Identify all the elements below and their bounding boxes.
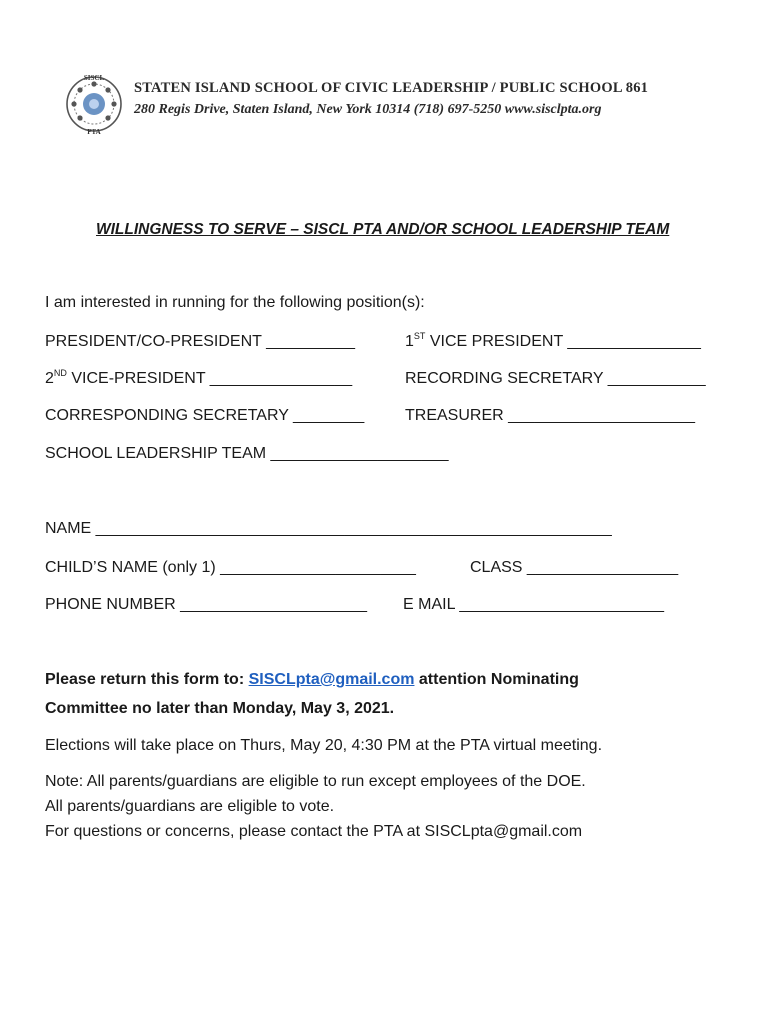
school-name: STATEN ISLAND SCHOOL OF CIVIC LEADERSHIP / PUBLIC SCHOOL 861 [134, 80, 649, 96]
second-vp-label: VICE-PRESIDENT ________________ [66, 370, 353, 387]
first-vp-label: VICE PRESIDENT _______________ [425, 333, 701, 350]
form-title: WILLINGNESS TO SERVE – SISCL PTA AND/OR SCHOOL LEADERSHIP TEAM [96, 221, 670, 238]
name-field: NAME __________________________________________________________ [45, 520, 612, 537]
return-suffix: attention Nominating [414, 671, 579, 688]
note-contact: For questions or concerns, please contact the PTA at SISCLpta@gmail.com [45, 823, 583, 840]
child-name-field: CHILD’S NAME (only 1) ______________________ [45, 559, 416, 576]
position-school-leadership-team: SCHOOL LEADERSHIP TEAM ____________________ [45, 445, 449, 462]
position-corresponding-secretary: CORRESPONDING SECRETARY ________ [45, 407, 365, 424]
return-instruction [45, 671, 579, 689]
note-eligibility-vote: All parents/guardians are eligible to vote. [45, 798, 335, 815]
second-vp-number: 2 [45, 370, 54, 387]
return-email-link[interactable]: SISCLpta@gmail.com [248, 671, 415, 688]
second-vp-suffix: ND [53, 368, 67, 378]
position-treasurer: TREASURER _____________________ [405, 407, 695, 424]
first-vp-number: 1 [405, 333, 414, 350]
position-first-vice-president [405, 333, 701, 351]
return-deadline: Committee no later than Monday, May 3, 2021. [45, 700, 395, 717]
return-prefix: Please return this form to: [45, 671, 249, 688]
position-president: PRESIDENT/CO-PRESIDENT __________ [45, 333, 356, 350]
school-address: 280 Regis Drive, Staten Island, New York 10314 (718) 697-5250 www.sisclpta.org [134, 102, 602, 117]
logo-text-bottom: PTA [87, 128, 101, 136]
email-field: E MAIL _______________________ [403, 596, 664, 613]
elections-info: Elections will take place on Thurs, May 20, 4:30 PM at the PTA virtual meeting. [45, 737, 603, 754]
intro-text: I am interested in running for the following position(s): [45, 294, 425, 311]
logo-text-top: SISCL [83, 74, 105, 82]
school-seal-logo [64, 72, 124, 136]
class-field: CLASS _________________ [470, 559, 679, 576]
position-recording-secretary: RECORDING SECRETARY ___________ [405, 370, 706, 387]
first-vp-suffix: ST [413, 331, 426, 341]
position-second-vice-president [45, 370, 352, 388]
phone-field: PHONE NUMBER _____________________ [45, 596, 367, 613]
note-eligibility-run: Note: All parents/guardians are eligible to run except employees of the DOE. [45, 773, 586, 790]
